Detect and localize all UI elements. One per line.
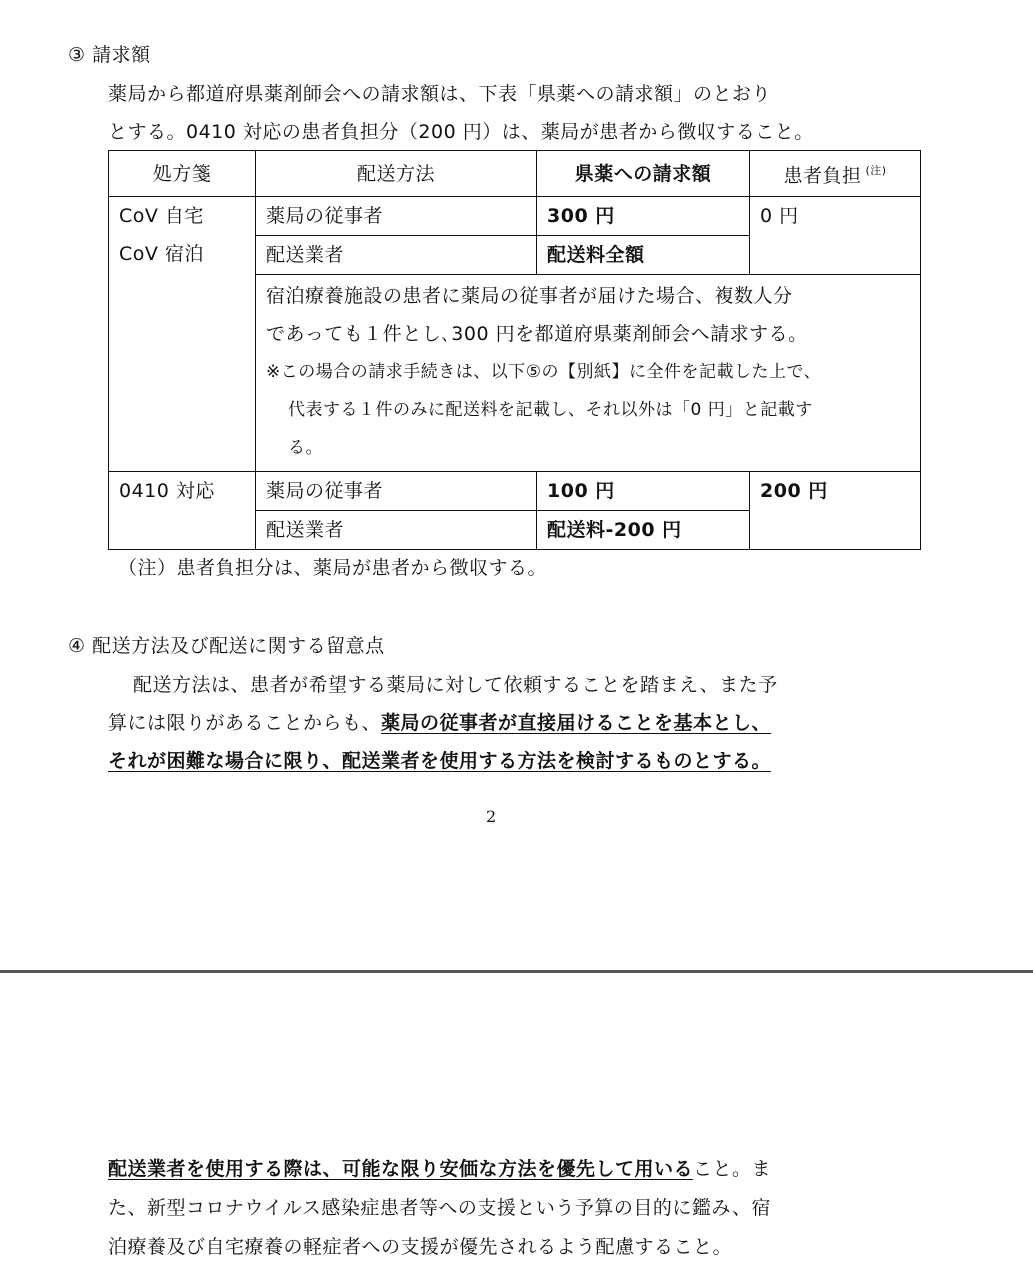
- table-header-row: [109, 151, 921, 197]
- header-prescription: 処方箋: [109, 151, 256, 197]
- page2-line3: 泊療養及び自宅療養の軽症者への支援が優先されるよう配慮すること。: [108, 1236, 733, 1258]
- claim-table: [108, 150, 921, 550]
- amount-full-fee: 配送料全額: [537, 236, 750, 275]
- rx-0410: 0410 対応: [109, 472, 256, 550]
- page2-line1-plain: こと。ま: [693, 1158, 772, 1180]
- section4-line2-plain: 算には限りがあることからも、: [108, 712, 382, 734]
- section3-paragraph-line1: 薬局から都道府県薬剤師会への請求額は、下表「県薬への請求額」のとおり: [108, 83, 772, 105]
- section3-heading: ③ 請求額: [68, 44, 151, 66]
- header-delivery-method: 配送方法: [256, 151, 537, 197]
- lodging-note-line3: ※この場合の請求手続きは、以下⑤の【別紙】に全件を記載した上で、: [266, 362, 822, 382]
- section4-line1: 配送方法は、患者が希望する薬局に対して依頼することを踏まえ、また予: [133, 674, 778, 696]
- lodging-note-cell: [256, 275, 921, 472]
- page2-line1: [108, 1154, 771, 1181]
- header-patient-burden: [750, 151, 921, 197]
- header-note-marker: (注): [865, 164, 887, 177]
- burden-0: 0 円: [750, 197, 921, 275]
- table-row: [109, 197, 921, 236]
- lodging-note-line2: であっても１件とし､300 円を都道府県薬剤師会へ請求する。: [266, 323, 808, 345]
- header-patient-burden-label: 患者負担: [783, 165, 862, 187]
- amount-fee-minus-200: 配送料-200 円: [537, 511, 750, 550]
- amount-100: 100 円: [537, 472, 750, 511]
- method-delivery-company: 配送業者: [256, 236, 537, 275]
- amount-300: 300 円: [537, 197, 750, 236]
- method-pharmacy-staff: 薬局の従事者: [256, 197, 537, 236]
- page2-line2: た、新型コロナウイルス感染症患者等への支援という予算の目的に鑑み、宿: [108, 1197, 772, 1219]
- method-pharmacy-staff-0410: 薬局の従事者: [256, 472, 537, 511]
- method-delivery-company-0410: 配送業者: [256, 511, 537, 550]
- section4-heading: ④ 配送方法及び配送に関する留意点: [68, 635, 385, 657]
- lodging-note-line4: 代表する１件のみに配送料を記載し、それ以外は「0 円」と記載す: [288, 400, 813, 420]
- section3-paragraph-line2: とする。0410 対応の患者負担分（200 円）は、薬局が患者から徴収すること。: [108, 121, 814, 143]
- rx-cov-cell: [109, 197, 256, 472]
- lodging-note-line1: 宿泊療養施設の患者に薬局の従事者が届けた場合、複数人分: [266, 285, 793, 307]
- burden-200: 200 円: [750, 472, 921, 550]
- section4-line3-underlined: それが困難な場合に限り、配送業者を使用する方法を検討するものとする。: [108, 750, 772, 772]
- section4-line2: [108, 708, 771, 735]
- lodging-note-line5: る。: [288, 438, 323, 458]
- table-row: [109, 472, 921, 511]
- rx-cov-home: CoV 自宅: [119, 205, 204, 227]
- page-number: 2: [486, 807, 497, 826]
- header-claim-amount: 県薬への請求額: [537, 151, 750, 197]
- table-footnote: （注）患者負担分は、薬局が患者から徴収する。: [118, 557, 548, 579]
- page2-line1-underlined: 配送業者を使用する際は、可能な限り安価な方法を優先して用いる: [108, 1158, 694, 1180]
- page-separator: [0, 970, 1033, 973]
- section4-line2-underlined: 薬局の従事者が直接届けることを基本とし、: [381, 712, 772, 734]
- rx-cov-lodging: CoV 宿泊: [119, 243, 204, 265]
